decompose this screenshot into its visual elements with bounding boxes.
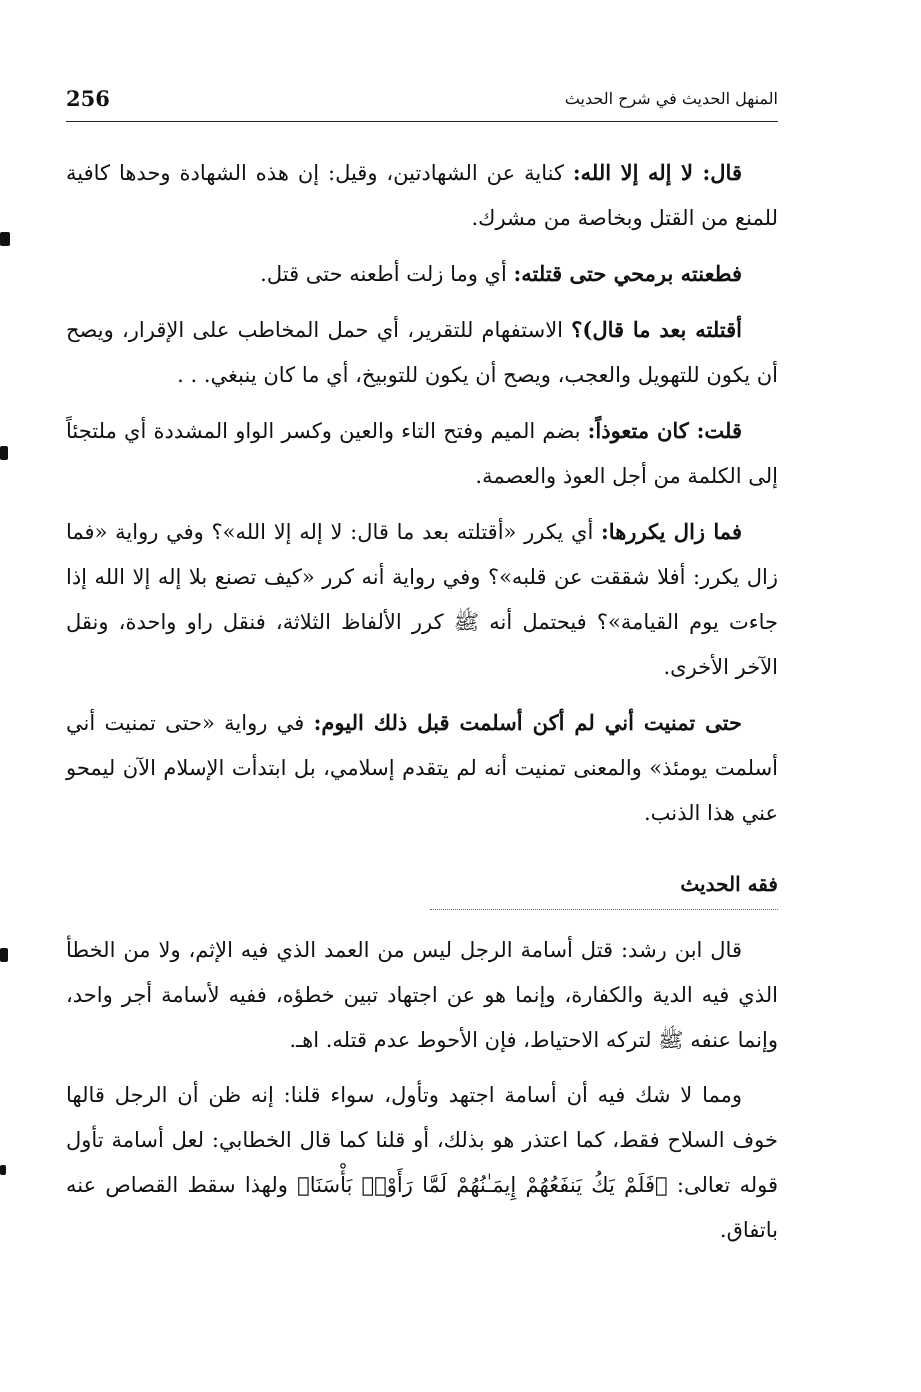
margin-mark: [0, 232, 10, 246]
commentary-paragraph: [66, 700, 778, 836]
commentary-term: أقتلته بعد ما قال)؟: [571, 317, 742, 342]
fiqh-paragraph: قال ابن رشد: قتل أسامة الرجل ليس من العمد الذي فيه الإثم، ولا من الخطأ الذي فيه الدية والكفارة، وإنما هو عن اجتهاد تبين خطؤه، ففيه لأسامة أجر واحد، وإنما عنفه ﷺ لتركه الاحتياط، فإن الأحوط عدم قتله. اهـ.: [66, 938, 778, 1052]
commentary-text: في رواية «حتى تمنيت أني أسلمت يومئذ» والمعنى تمنيت أنه لم يتقدم إسلامي، بل ابتدأت الإسلام الآن ليمحو عني هذا الذنب.: [66, 711, 778, 825]
fiqh-paragraph: ومما لا شك فيه أن أسامة اجتهد وتأول، سواء قلنا: إنه ظن أن الرجل قالها خوف السلاح فقط، كما اعتذر هو بذلك، أو قلنا كما قال الخطابي: لعل أسامة تأول قوله تعالى: ﴿فَلَمْ يَكُ يَنفَعُهُمْ إِيمَـٰنُهُمْ لَمَّا رَأَوْا۟ بَأْسَنَا﴾ ولهذا سقط القصاص عنه باتفاق.: [66, 1083, 778, 1242]
section-heading: [66, 862, 778, 910]
commentary-paragraph: [66, 307, 778, 398]
commentary-text: أي يكرر «أقتلته بعد ما قال: لا إله إلا الله»؟ وفي رواية «فما زال يكرر: أفلا شققت عن قلبه»؟ وفي رواية أنه كرر «كيف تصنع بلا إله إلا الله إذا جاءت يوم القيامة»؟ فيحتمل أنه ﷺ كرر الألفاظ الثلاثة، فنقل راو واحدة، ونقل الآخر الأخرى.: [66, 520, 778, 679]
header-rule: [66, 121, 778, 122]
page-header: [66, 86, 778, 120]
margin-mark: [0, 1165, 6, 1175]
margin-mark: [0, 446, 8, 460]
commentary-text: الاستفهام للتقرير، أي حمل المخاطب على الإقرار، ويصح أن يكون للتهويل والعجب، ويصح أن يكون للتوبيخ، أي ما كان ينبغي. . .: [66, 318, 778, 387]
commentary-paragraph: [66, 408, 778, 499]
page-body: [66, 150, 778, 1263]
commentary-text: كناية عن الشهادتين، وقيل: إن هذه الشهادة وحدها كافية للمنع من القتل وبخاصة من مشرك.: [66, 161, 778, 230]
commentary-text: بضم الميم وفتح التاء والعين وكسر الواو المشددة أي ملتجئاً إلى الكلمة من أجل العوذ والعصمة.: [66, 419, 778, 488]
margin-mark: [0, 948, 8, 962]
section-heading-text: فقه الحديث: [430, 862, 778, 910]
page-number: 256: [66, 86, 110, 111]
commentary-term: قال: لا إله إلا الله:: [572, 160, 742, 185]
commentary-paragraph: [66, 251, 778, 297]
commentary-term: فطعنته برمحي حتى قتلته:: [513, 261, 742, 286]
running-title: المنهل الحديث في شرح الحديث: [564, 89, 778, 108]
commentary-text: أي وما زلت أطعنه حتى قتل.: [260, 262, 514, 286]
commentary-paragraph: [66, 509, 778, 690]
commentary-paragraph: [66, 150, 778, 241]
commentary-term: فما زال يكررها:: [601, 519, 742, 544]
commentary-term: حتى تمنيت أني لم أكن أسلمت قبل ذلك اليوم:: [313, 710, 742, 735]
commentary-term: قلت: كان متعوذاً:: [587, 418, 742, 443]
